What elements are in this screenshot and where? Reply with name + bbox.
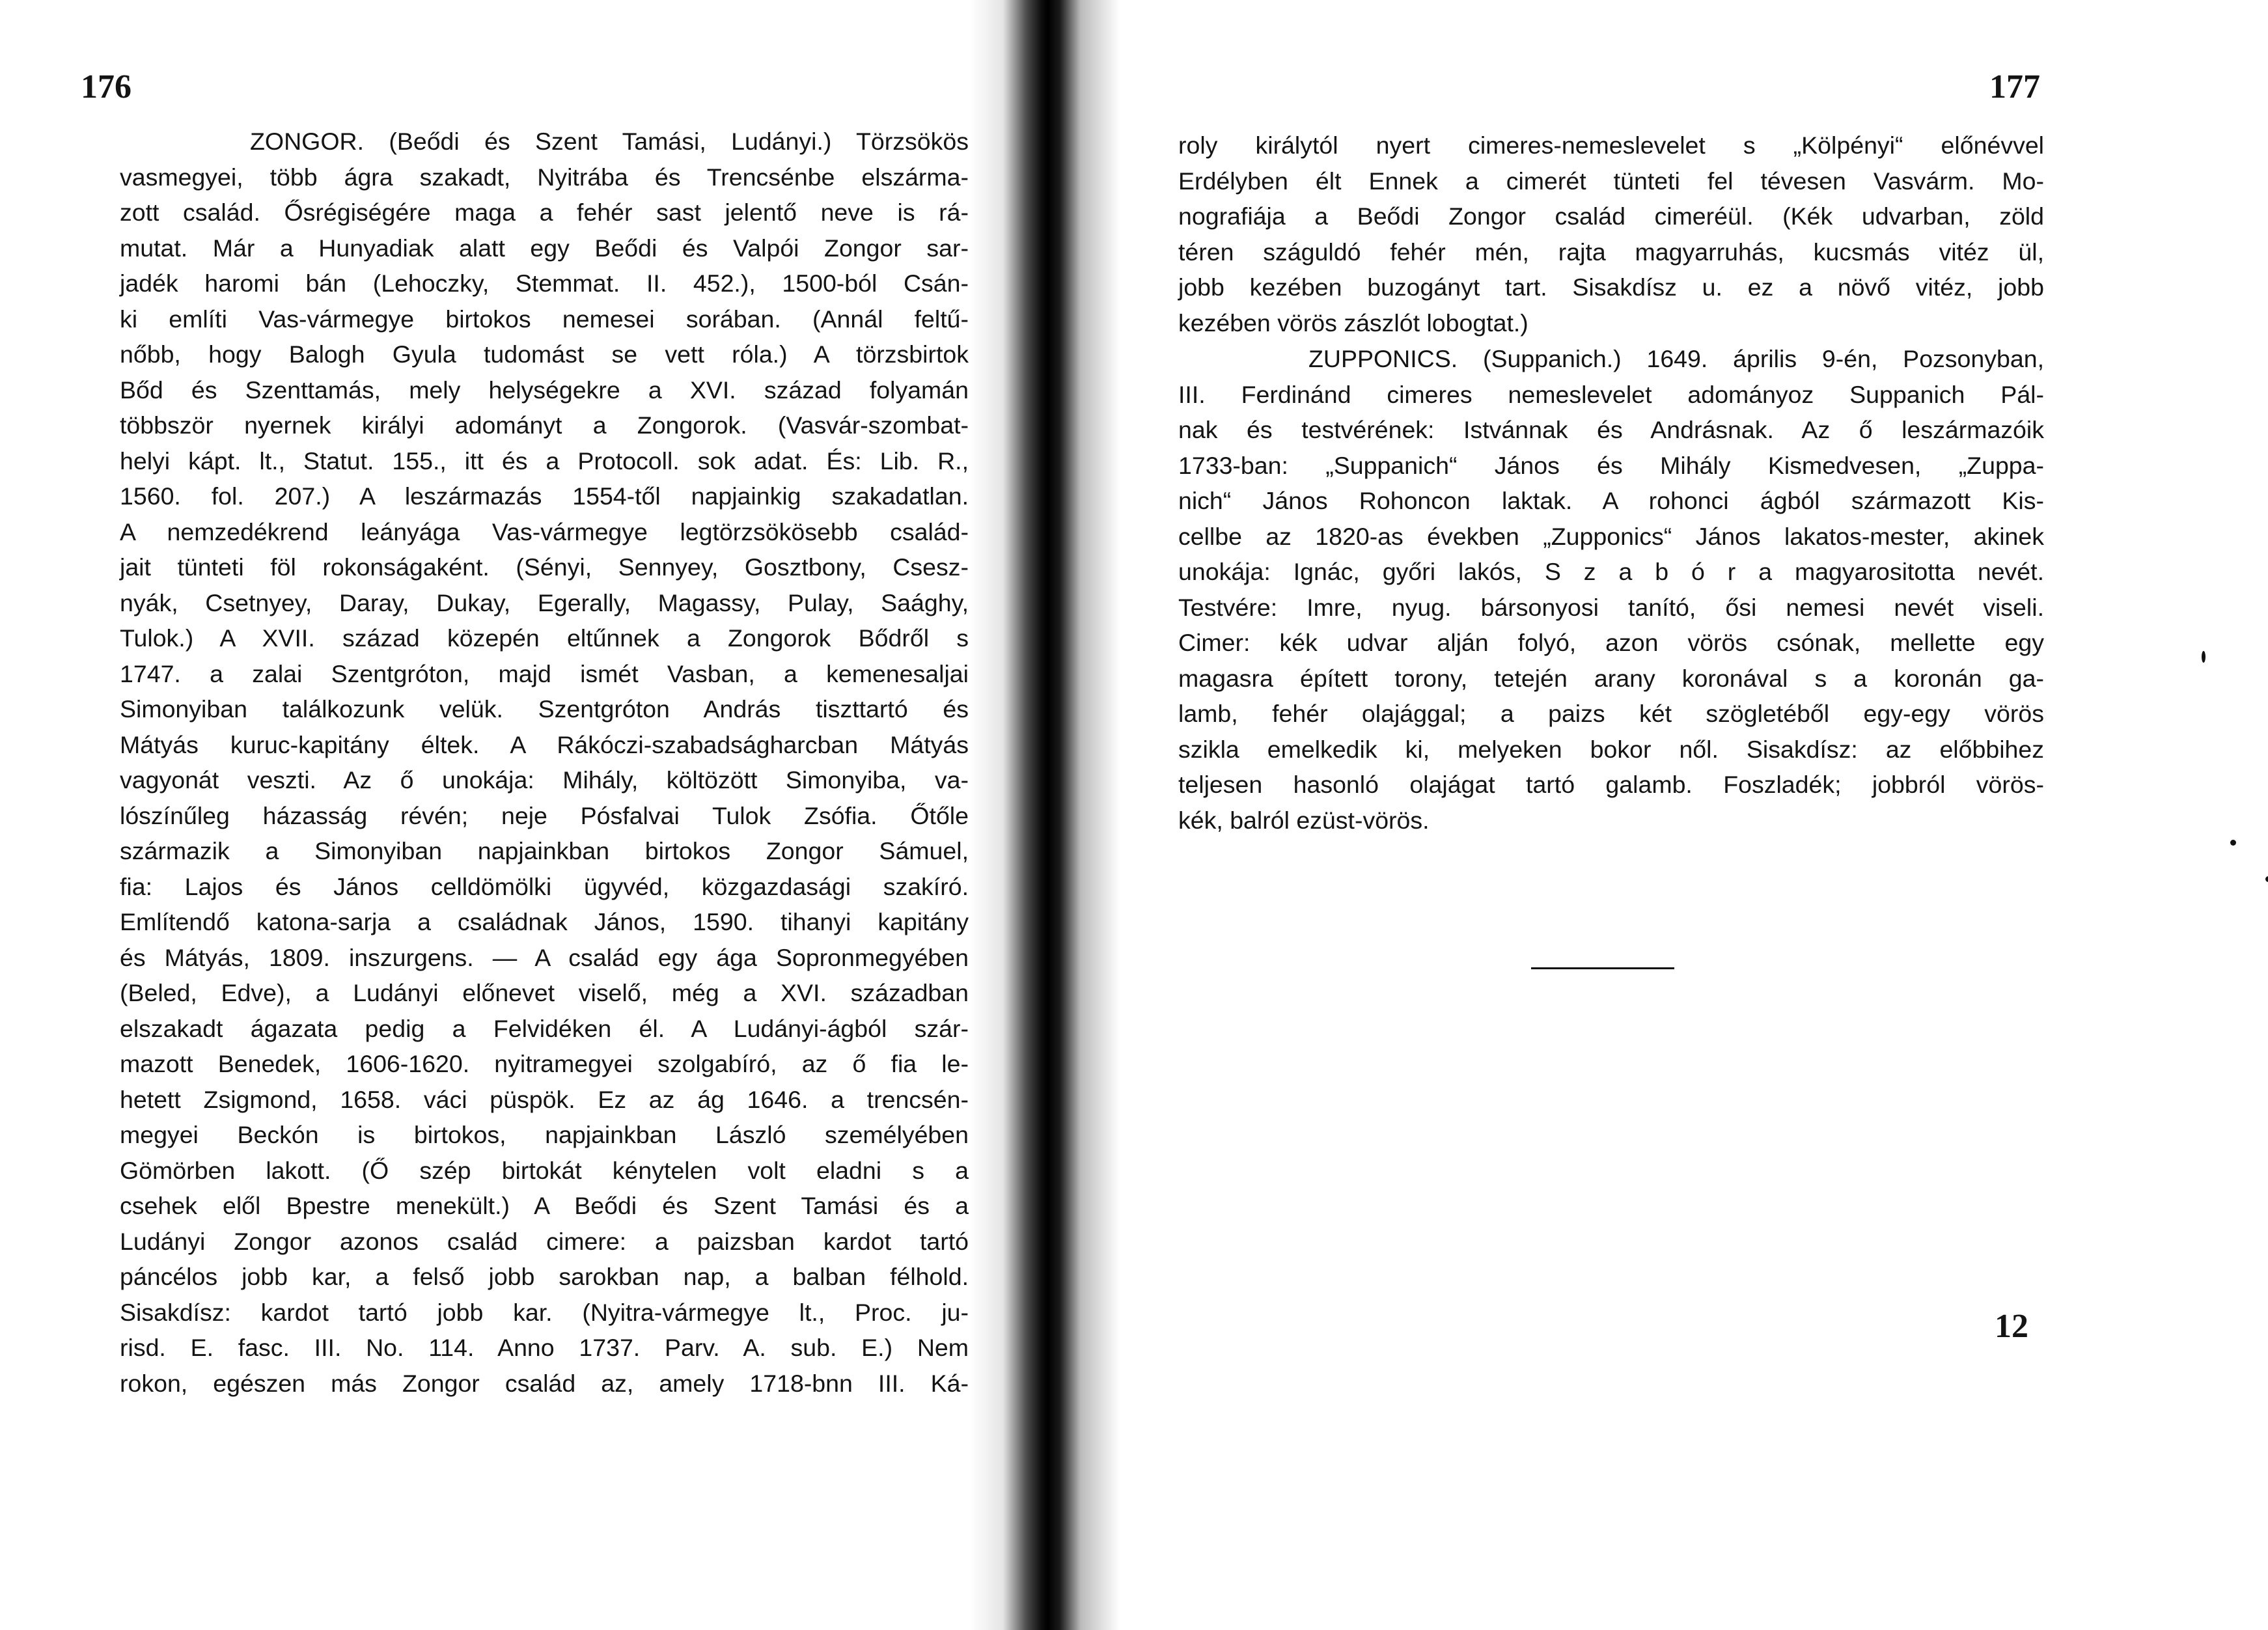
right-page [1081, 0, 2268, 1630]
text-line: kezében vörös zászlót lobogtat.) [1178, 309, 1528, 337]
text-line: vagyonát veszti. Az ő unokája: Mihály, költözött Simonyiba, va- [120, 766, 969, 794]
text-line: Cimer: kék udvar alján folyó, azon vörös csónak, mellette egy [1178, 629, 2044, 656]
page-number-right: 177 [1989, 68, 2040, 105]
text-line: nak és testvérének: Istvánnak és Andrásnak. Az ő leszármazóik [1178, 416, 2044, 443]
text-line: mazott Benedek, 1606-1620. nyitramegyei szolgabíró, az ő fia le- [120, 1050, 969, 1077]
text-line: Bőd és Szenttamás, mely helységekre a XVI. század folyamán [120, 376, 969, 404]
left-page [0, 0, 1016, 1630]
text-line: származik a Simonyiban napjainkban birtokos Zongor Sámuel, [120, 837, 969, 864]
text-line: hetett Zsigmond, 1658. váci püspök. Ez az ág 1646. a trencsén- [120, 1085, 969, 1113]
text-line: Sisakdísz: kardot tartó jobb kar. (Nyitra-vármegye lt., Proc. ju- [120, 1298, 969, 1326]
text-line: zott család. Ősrégiségére maga a fehér sast jelentő neve is rá- [120, 199, 969, 226]
text-line: jait tünteti föl rokonságaként. (Sényi, Sennyey, Gosztbony, Csesz- [120, 553, 969, 581]
text-line: 1733-ban: „Suppanich“ János és Mihály Kismedvesen, „Zuppa- [1178, 451, 2044, 479]
text-line: szikla emelkedik ki, melyeken bokor nől. Sisakdísz: az előbbihez [1178, 735, 2044, 763]
text-line: ZONGOR. (Beődi és Szent Tamási, Ludányi.) Törzsökös [250, 128, 969, 155]
text-line: rokon, egészen más Zongor család az, amely 1718-bnn III. Ká- [120, 1369, 969, 1397]
text-line: vasmegyei, több ágra szakadt, Nyitrába és Trencsénbe elszárma- [120, 163, 969, 191]
text-line: jobb kezében buzogányt tart. Sisakdísz u. ez a növő vitéz, jobb [1178, 273, 2044, 301]
text-line: Erdélyben élt Ennek a cimerét tünteti fel tévesen Vasvárm. Mo- [1178, 167, 2044, 195]
page-number-left: 176 [81, 68, 131, 105]
print-speck [2230, 840, 2236, 846]
entry-zupponics [1178, 341, 2044, 838]
text-line: cellbe az 1820-as években „Zupponics“ János lakatos-mester, akinek [1178, 522, 2044, 550]
text-line: III. Ferdinánd cimeres nemeslevelet adományoz Suppanich Pál- [1178, 380, 2044, 408]
text-line: többször nyernek királyi adományt a Zongorok. (Vasvár-szombat- [120, 411, 969, 439]
text-line: nografiája a Beődi Zongor család cimeréül. (Kék udvarban, zöld [1178, 202, 2044, 230]
print-speck [2265, 876, 2268, 882]
entry-zongor [120, 124, 969, 1401]
text-line: Testvére: Imre, nyug. bársonyosi tanító, ősi nemesi nevét viseli. [1178, 593, 2044, 621]
text-line: Említendő katona-sarja a családnak János, 1590. tihanyi kapitány [120, 908, 969, 935]
text-line: jadék haromi bán (Lehoczky, Stemmat. II. 452.), 1500-ból Csán- [120, 269, 969, 297]
text-line: fia: Lajos és János celldömölki ügyvéd, közgazdasági szakíró. [120, 872, 969, 900]
text-line: Simonyiban találkozunk velük. Szentgróton András tiszttartó és [120, 695, 969, 723]
text-line: Mátyás kuruc-kapitány éltek. A Rákóczi-szabadságharcban Mátyás [120, 730, 969, 758]
text-line: 1560. fol. 207.) A leszármazás 1554-től napjainkig szakadatlan. [120, 482, 969, 510]
text-line: és Mátyás, 1809. inszurgens. — A család egy ága Sopronmegyében [120, 943, 969, 971]
text-line: kék, balról ezüst-vörös. [1178, 806, 1430, 834]
text-line: lószínűleg házasság révén; neje Pósfalvai Tulok Zsófia. Őtőle [120, 801, 969, 829]
text-line: A nemzedékrend leányága Vas-vármegye legtörzsökösebb család- [120, 518, 969, 546]
text-line: csehek elől Bpestre menekült.) A Beődi és Szent Tamási és a [120, 1192, 969, 1219]
text-line: (Beled, Edve), a Ludányi előnevet viselő, még a XVI. században [120, 979, 969, 1006]
text-line: unokája: Ignác, győri lakós, S z a b ó r a magyarositotta nevét. [1178, 558, 2044, 585]
text-line: magasra épített torony, tetején arany koronával s a koronán ga- [1178, 664, 2044, 692]
text-line: roly királytól nyert cimeres-nemeslevelet s „Kölpényi“ előnévvel [1178, 131, 2044, 159]
text-line: helyi kápt. lt., Statut. 155., itt és a Protocoll. sok adat. És: Lib. R., [120, 447, 969, 475]
text-line: 1747. a zalai Szentgróton, majd ismét Vasban, a kemenesaljai [120, 659, 969, 687]
text-line: megyei Beckón is birtokos, napjainkban László személyében [120, 1121, 969, 1148]
text-line: elszakadt ágazata pedig a Felvidéken él. A Ludányi-ágból szár- [120, 1014, 969, 1042]
signature-mark: 12 [1995, 1308, 2028, 1345]
text-line: nőbb, hogy Balogh Gyula tudomást se vett róla.) A törzsbirtok [120, 340, 969, 368]
text-line: teljesen hasonló olajágat tartó galamb. Foszladék; jobbról vörös- [1178, 771, 2044, 798]
text-line: nyák, Csetnyey, Daray, Dukay, Egerally, Magassy, Pulay, Saághy, [120, 588, 969, 616]
text-line: nich“ János Rohoncon laktak. A rohonci ágból származott Kis- [1178, 487, 2044, 514]
text-line: ZUPPONICS. (Suppanich.) 1649. április 9-én, Pozsonyban, [1308, 345, 2044, 372]
text-line: téren száguldó fehér mén, rajta magyarruhás, kucsmás vitéz ül, [1178, 238, 2044, 266]
entry-zongor-continued [1178, 128, 2044, 340]
text-line: Gömörben lakott. (Ő szép birtokát kénytelen volt eladni s a [120, 1156, 969, 1184]
text-line: mutat. Már a Hunyadiak alatt egy Beődi és Valpói Zongor sar- [120, 234, 969, 262]
text-line: Tulok.) A XVII. század közepén eltűnnek a Zongorok Bődről s [120, 624, 969, 652]
print-speck [2202, 651, 2206, 663]
section-end-rule [1531, 967, 1674, 969]
text-line: Ludányi Zongor azonos család cimere: a paizsban kardot tartó [120, 1227, 969, 1255]
text-line: páncélos jobb kar, a felső jobb sarokban nap, a balban félhold. [120, 1263, 969, 1290]
text-line: ki említi Vas-vármegye birtokos nemesei sorában. (Annál feltű- [120, 305, 969, 333]
text-line: risd. E. fasc. III. No. 114. Anno 1737. Parv. A. sub. E.) Nem [120, 1334, 969, 1361]
text-line: lamb, fehér olajággal; a paizs két szögletéből egy-egy vörös [1178, 700, 2044, 727]
